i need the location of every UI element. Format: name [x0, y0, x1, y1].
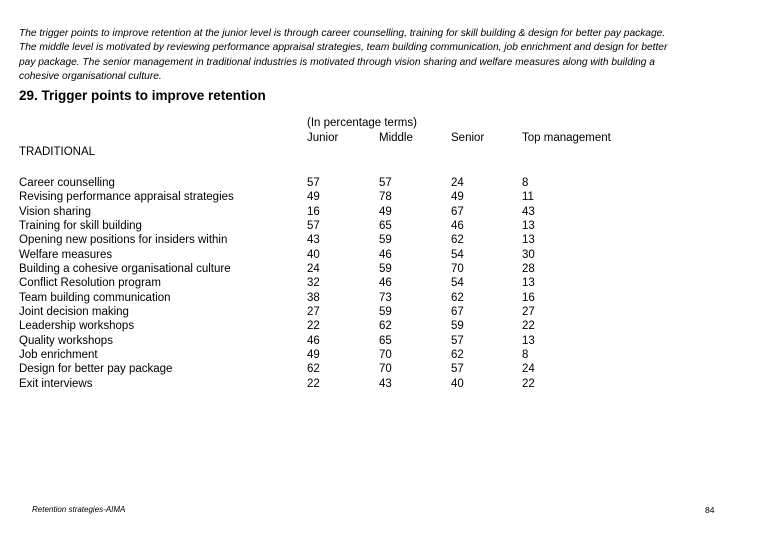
row-label: Career counselling: [19, 177, 115, 189]
intro-paragraph: The trigger points to improve retention at the junior level is through career counselling, training for skill building & design for better pay package. The middle level is motivated by reviewing performance appraisal strategies, team building communication, job enrichment and design for better pay package. The senior management in traditional industries is motivated through vision sharing and welfare measures along with building a cohesive organisational culture.: [19, 28, 668, 82]
column-header-junior: Junior: [307, 132, 339, 144]
cell-junior: 43: [307, 234, 320, 247]
cell-junior: 27: [307, 306, 320, 319]
row-label: Conflict Resolution program: [19, 277, 161, 290]
cell-senior: 57: [451, 334, 464, 347]
junior-values-column: [307, 176, 320, 391]
senior-values-column: [451, 176, 464, 391]
cell-middle: 59: [379, 306, 392, 319]
cell-senior: 67: [451, 306, 464, 319]
table-unit-note: (In percentage terms): [307, 117, 417, 129]
cell-senior: 40: [451, 377, 464, 390]
cell-junior: 22: [307, 377, 320, 390]
row-label: Welfare measures: [19, 248, 113, 261]
row-label: Opening new positions for insiders within: [19, 234, 228, 247]
cell-senior: 62: [451, 234, 464, 247]
cell-top-management: 13: [522, 234, 535, 247]
cell-middle: 59: [379, 263, 392, 276]
cell-junior: 40: [307, 248, 320, 261]
cell-middle: 57: [379, 177, 392, 189]
cell-senior: 46: [451, 220, 464, 233]
row-label: Exit interviews: [19, 377, 93, 390]
cell-senior: 62: [451, 291, 464, 304]
cell-middle: 46: [379, 277, 392, 290]
cell-junior: 62: [307, 363, 320, 376]
cell-top-management: 13: [522, 334, 535, 347]
footer-source: Retention strategies-AIMA: [32, 505, 126, 514]
cell-junior: 49: [307, 191, 320, 204]
column-header-middle: Middle: [379, 132, 413, 144]
cell-senior: 54: [451, 248, 464, 261]
group-label: TRADITIONAL: [19, 146, 96, 158]
cell-top-management: 13: [522, 220, 535, 233]
cell-junior: 57: [307, 220, 320, 233]
row-label: Team building communication: [19, 291, 171, 304]
cell-senior: 62: [451, 349, 464, 362]
cell-top-management: 28: [522, 263, 535, 276]
page-number: 84: [705, 505, 715, 515]
cell-top-management: 22: [522, 320, 535, 333]
cell-junior: 46: [307, 334, 320, 347]
section-heading: 29. Trigger points to improve retention: [19, 88, 266, 103]
cell-junior: 22: [307, 320, 320, 333]
row-labels-column: [19, 176, 234, 391]
middle-values-column: [379, 176, 392, 391]
row-label: Vision sharing: [19, 205, 92, 218]
cell-middle: 70: [379, 363, 392, 376]
cell-senior: 67: [451, 205, 464, 218]
cell-middle: 46: [379, 248, 392, 261]
row-label: Revising performance appraisal strategies: [19, 191, 234, 204]
cell-middle: 65: [379, 220, 392, 233]
row-label: Training for skill building: [19, 220, 142, 233]
cell-middle: 59: [379, 234, 392, 247]
cell-top-management: 8: [522, 177, 529, 189]
cell-senior: 54: [451, 277, 464, 290]
cell-junior: 24: [307, 263, 320, 276]
row-label: Job enrichment: [19, 349, 98, 362]
row-label: Quality workshops: [19, 334, 113, 347]
cell-senior: 70: [451, 263, 464, 276]
row-label: Joint decision making: [19, 306, 129, 319]
column-header-senior: Senior: [451, 132, 485, 144]
cell-senior: 24: [451, 177, 464, 189]
cell-senior: 49: [451, 191, 464, 204]
cell-junior: 49: [307, 349, 320, 362]
cell-middle: 65: [379, 334, 392, 347]
cell-top-management: 30: [522, 248, 535, 261]
cell-top-management: 16: [522, 291, 535, 304]
cell-middle: 73: [379, 291, 392, 304]
cell-junior: 32: [307, 277, 320, 290]
cell-junior: 57: [307, 177, 320, 189]
cell-top-management: 13: [522, 277, 535, 290]
row-label: Design for better pay package: [19, 363, 173, 376]
cell-top-management: 8: [522, 349, 529, 362]
cell-top-management: 22: [522, 377, 535, 390]
cell-top-management: 24: [522, 363, 535, 376]
cell-middle: 78: [379, 191, 392, 204]
cell-top-management: 27: [522, 306, 535, 319]
cell-junior: 38: [307, 291, 320, 304]
cell-middle: 43: [379, 377, 392, 390]
cell-middle: 49: [379, 205, 392, 218]
row-label: Leadership workshops: [19, 320, 135, 333]
cell-middle: 62: [379, 320, 392, 333]
column-header-top-management: Top management: [522, 132, 611, 144]
cell-top-management: 11: [522, 191, 534, 204]
cell-senior: 59: [451, 320, 464, 333]
cell-top-management: 43: [522, 205, 535, 218]
row-label: Building a cohesive organisational culture: [19, 263, 231, 276]
cell-senior: 57: [451, 363, 464, 376]
cell-middle: 70: [379, 349, 392, 362]
top-management-values-column: [522, 176, 535, 391]
cell-junior: 16: [307, 205, 320, 218]
